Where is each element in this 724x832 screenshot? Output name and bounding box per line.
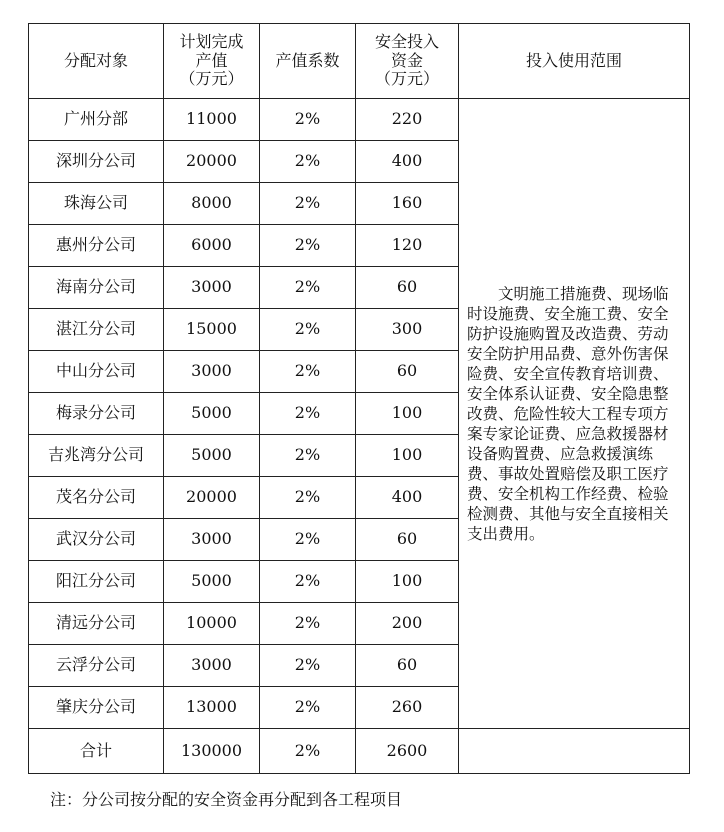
- total-fund: 2600: [356, 729, 459, 774]
- row-target: 珠海公司: [29, 183, 164, 225]
- row-target: 武汉分公司: [29, 519, 164, 561]
- row-coefficient: 2%: [260, 645, 356, 687]
- row-target: 海南分公司: [29, 267, 164, 309]
- row-coefficient: 2%: [260, 99, 356, 141]
- row-target: 云浮分公司: [29, 645, 164, 687]
- row-output: 3000: [164, 267, 260, 309]
- row-target: 肇庆分公司: [29, 687, 164, 729]
- total-output: 130000: [164, 729, 260, 774]
- row-coefficient: 2%: [260, 309, 356, 351]
- row-coefficient: 2%: [260, 225, 356, 267]
- row-output: 15000: [164, 309, 260, 351]
- row-output: 3000: [164, 351, 260, 393]
- header-target: 分配对象: [29, 24, 164, 99]
- row-coefficient: 2%: [260, 267, 356, 309]
- header-planned-output: [164, 24, 260, 99]
- row-coefficient: 2%: [260, 561, 356, 603]
- row-fund: 60: [356, 519, 459, 561]
- row-coefficient: 2%: [260, 393, 356, 435]
- scope-cell: [459, 99, 690, 729]
- row-coefficient: 2%: [260, 141, 356, 183]
- row-output: 11000: [164, 99, 260, 141]
- row-coefficient: 2%: [260, 351, 356, 393]
- row-fund: 220: [356, 99, 459, 141]
- row-output: 20000: [164, 477, 260, 519]
- table-row: [29, 99, 690, 141]
- header-row: [29, 24, 690, 99]
- row-coefficient: 2%: [260, 603, 356, 645]
- row-output: 5000: [164, 561, 260, 603]
- row-coefficient: 2%: [260, 519, 356, 561]
- header-coefficient: 产值系数: [260, 24, 356, 99]
- row-output: 6000: [164, 225, 260, 267]
- header-safety-fund-line: （万元）: [374, 69, 439, 89]
- row-fund: 160: [356, 183, 459, 225]
- row-fund: 100: [356, 435, 459, 477]
- row-fund: 400: [356, 141, 459, 183]
- row-coefficient: 2%: [260, 183, 356, 225]
- total-row: [29, 729, 690, 774]
- total-scope-empty: [459, 729, 690, 774]
- row-output: 5000: [164, 393, 260, 435]
- row-fund: 300: [356, 309, 459, 351]
- header-planned-output-line: 产值: [195, 50, 228, 70]
- row-fund: 100: [356, 393, 459, 435]
- header-safety-fund: [356, 24, 459, 99]
- row-fund: 260: [356, 687, 459, 729]
- row-output: 13000: [164, 687, 260, 729]
- row-target: 吉兆湾分公司: [29, 435, 164, 477]
- total-label: 合计: [29, 729, 164, 774]
- row-target: 阳江分公司: [29, 561, 164, 603]
- header-safety-fund-line: 安全投入: [374, 32, 439, 52]
- row-output: 3000: [164, 645, 260, 687]
- header-safety-fund-line: 资金: [390, 50, 423, 70]
- row-fund: 100: [356, 561, 459, 603]
- row-fund: 60: [356, 351, 459, 393]
- row-target: 广州分部: [29, 99, 164, 141]
- scope-text: 文明施工措施费、现场临时设施费、安全施工费、安全防护设施购置及改造费、劳动安全防护用品费、意外伤害保险费、安全宣传教育培训费、安全体系认证费、安全隐患整改费、危险性较大工程专项方案专家论证费、应急救援器材设备购置费、应急救援演练费、事故处置赔偿及职工医疗费、安全机构工作经费、检验检测费、其他与安全直接相关支出费用。: [467, 284, 669, 543]
- row-target: 深圳分公司: [29, 141, 164, 183]
- row-target: 梅录分公司: [29, 393, 164, 435]
- row-fund: 60: [356, 267, 459, 309]
- row-output: 10000: [164, 603, 260, 645]
- row-output: 5000: [164, 435, 260, 477]
- row-fund: 120: [356, 225, 459, 267]
- row-output: 3000: [164, 519, 260, 561]
- footnote: 注：分公司按分配的安全资金再分配到各工程项目: [50, 790, 403, 809]
- row-target: 中山分公司: [29, 351, 164, 393]
- row-target: 清远分公司: [29, 603, 164, 645]
- header-planned-output-line: 计划完成: [179, 32, 244, 52]
- total-coefficient: 2%: [260, 729, 356, 774]
- row-output: 20000: [164, 141, 260, 183]
- header-scope: 投入使用范围: [459, 24, 690, 99]
- row-fund: 200: [356, 603, 459, 645]
- row-output: 8000: [164, 183, 260, 225]
- row-coefficient: 2%: [260, 477, 356, 519]
- row-target: 惠州分公司: [29, 225, 164, 267]
- row-fund: 60: [356, 645, 459, 687]
- row-fund: 400: [356, 477, 459, 519]
- safety-fund-allocation-table: [28, 23, 690, 774]
- row-target: 茂名分公司: [29, 477, 164, 519]
- row-coefficient: 2%: [260, 435, 356, 477]
- row-target: 湛江分公司: [29, 309, 164, 351]
- header-planned-output-line: （万元）: [179, 69, 244, 89]
- row-coefficient: 2%: [260, 687, 356, 729]
